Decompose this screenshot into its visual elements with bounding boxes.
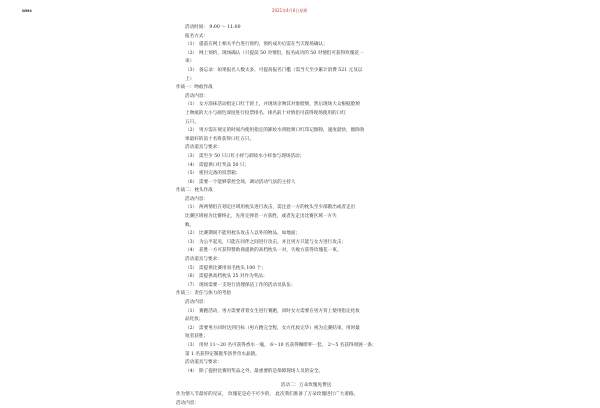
prop-item [176,162,436,171]
list-item [176,239,436,248]
list-item-text: 两两情侣在划定区域用枕头进行攻击，需注意一方的枕头至少部散出或者走出 [199,205,356,211]
list-item-continuation: 束） [185,59,195,65]
list-item [176,204,436,213]
list-item-continuation: 上） [185,76,195,82]
prop-item-number: （6） [185,179,198,185]
prop-item [176,368,436,377]
prop-item [176,153,436,162]
list-item-continuation: 果最好的前十名将获得口红五只。 [185,136,254,142]
prop-item-number: （7） [185,282,198,288]
prop-item-number: （4） [185,162,198,168]
list-item-number: （2） [185,128,198,134]
list-item-number: （2） [185,50,198,56]
list-item [176,247,436,256]
game2-props-label: 活动道具与要求： [185,257,222,263]
list-item-text: 用时 11～20 名可获得香水一瓶， 6～10 名获得咖啡杯一套， 2～5 名获得项链一条； [199,342,377,348]
prop-item [176,170,436,179]
list-item-number: （1） [185,205,198,211]
game1-list [176,101,436,144]
signup-heading: 报名方式： [185,33,208,39]
game2-props [176,265,436,291]
list-item [176,127,436,136]
list-item-number: （3） [185,67,198,73]
prop-item-text: 密封完备的投票箱； [199,171,241,177]
list-item-text: 提前在网上相关平台进行预约，预约成功后需在当天现场确认； [199,42,328,48]
game3-heading: 作战三：责任与体力的考验 [176,291,232,297]
list-item [176,342,436,351]
game3-props [176,368,436,377]
list-item-number: （1） [185,42,198,48]
list-item-text: 需要男方同时达到目标（男方跑完全程，女方化妆完毕）视为完赛结束，用时最 [199,325,360,331]
list-item-text: 赛跑活动，男方需要背着女生进行赛跑，同时女方需要在男方背上使用指定化妆 [199,308,360,314]
list-item [176,67,436,76]
list-item-continuation: 比赛区域视为比赛终止，先用完弹者一方获胜，或者先走出比赛区域一方失 [185,214,337,220]
list-item [176,101,436,110]
list-item-continuation: 败。 [185,222,195,228]
list-item [176,41,436,50]
prop-item-text: 需提供口红奖品 50 只； [199,162,250,168]
list-item-continuation: 短者获胜； [185,334,208,340]
prop-item-number: （3） [185,153,198,159]
prop-item [176,273,436,282]
game1-props [176,153,436,187]
list-item-continuation: 第 1 名获得定制施华洛世奇水晶链。 [185,351,260,357]
list-item-continuation: 品化妆； [185,317,204,323]
prop-item-text: 需要一个能够掌控全场，调动活动气氛的主持人 [199,179,296,185]
game2-content-label: 活动内容： [185,196,208,202]
list-item-text: 女方涂抹活动指定口红于唇上，并现场亲吻其对象脸颊，然后现场大众根据脸颊 [199,102,360,108]
prop-item-number: （6） [185,274,198,280]
signup-list [176,41,436,84]
prop-item-text: 需提供高档枕头 25 对作为奖品； [199,274,268,280]
game1-props-label: 活动道具与要求： [185,145,222,151]
list-item [176,325,436,334]
game3-list [176,308,436,360]
list-item-number: （2） [185,325,198,331]
prop-item-number: （5） [185,171,198,177]
list-item-text: 比赛期间不能用枕头攻击人以外的物品，如地面； [199,231,301,237]
activity2-content-label: 活动内容： [176,400,199,406]
document-body [176,24,436,408]
list-item-number: （4） [185,248,198,254]
prop-item-text: 现场需要一支进行清理保洁工作的活动员队伍； [199,282,296,288]
list-item-number: （2） [185,231,198,237]
list-item-text: 获胜一方可获得赞助商提供的高档枕头一对，失败方获得玫瑰花一束。 [199,248,342,254]
list-item [176,50,436,59]
game3-content-label: 活动内容： [185,300,208,305]
game3-props-label: 活动道具与要求： [185,360,222,366]
list-item-number: （1） [185,308,198,314]
prop-item-text: 除了提供比赛用奖品之外，最重要的是保障现场人员的安全。 [199,368,324,374]
list-item-continuation: 五只。 [185,119,199,125]
activity2-intro: 作为情人节最好的见证， 玫瑰花是必不可少的， 此次我们准备了万朵玫瑰进行广大谱路。 [176,391,359,397]
prop-item [176,265,436,274]
game1-content-label: 活动内容： [185,93,208,99]
game2-heading: 作战二：枕头作战 [176,188,213,194]
list-item [176,230,436,239]
time-line: 活动时间： 9:00 ～ 11:00 [185,25,241,30]
game1-heading: 作战一：吻痕作战 [176,85,213,91]
header-center-label: 2021年4月6日星期 [272,8,308,13]
list-item-number: （3） [185,342,198,348]
game2-list [176,204,436,256]
list-item-text: 网上预约，现场确认（只提前 50 对情侣，报名成功的 50 对情侣可获得玫瑰花一 [199,50,364,56]
list-item-text: 备忘录：如果报名人数太多，可提高报名门槛（需当天至少累计消费 521 元及以 [199,67,363,73]
activity2-title: 活动二：万朵玫瑰免费送 [280,383,332,389]
header-left-label: WM4 [22,9,32,13]
list-item-text: 男方需在规定的时间内使用指定的卸妆水将脸颊口红印记擦除，速度最快，擦除效 [199,128,365,134]
list-item-continuation: 上吻痕的大小与颜色深度进行投票排名，排名前十对情侣可获得现场使用的口红 [185,110,346,116]
list-item-number: （3） [185,239,198,245]
list-item-number: （1） [185,102,198,108]
prop-item-text: 需提供比赛用羽毛枕头 100 个； [199,265,266,271]
prop-item-number: （4） [185,368,198,374]
list-item [176,308,436,317]
prop-item [176,282,436,291]
prop-item-number: （5） [185,265,198,271]
prop-item-text: 需至少 50 只口红小样与卸妆水小样参与现场活动； [199,153,305,159]
prop-item [176,179,436,188]
list-item-text: 为公平起见，只能在同伴之间进行攻击，并且男方只能与女方进行攻击； [199,239,347,245]
